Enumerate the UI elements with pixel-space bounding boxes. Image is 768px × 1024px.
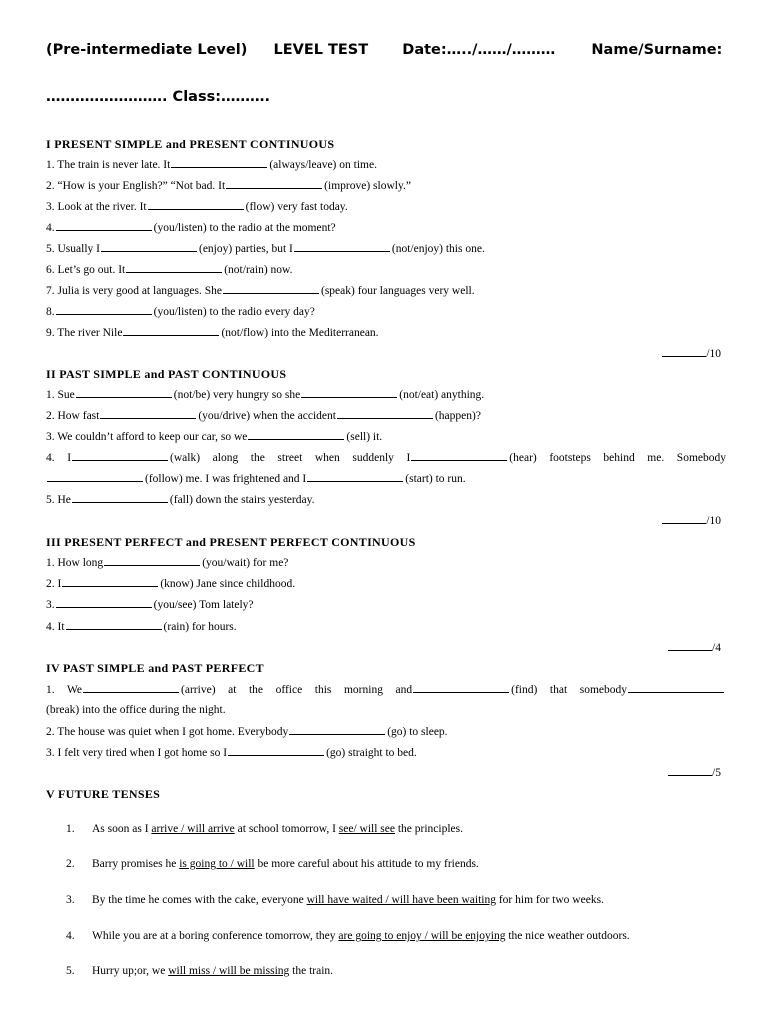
line-text: (fall) down the stairs yesterday. [169, 494, 315, 506]
line-text: 8. [46, 306, 55, 318]
answer-blank[interactable] [66, 620, 162, 630]
line-text: 3. [46, 599, 55, 611]
line-text: 2. How fast [46, 410, 100, 422]
line-text: the principles. [394, 823, 464, 835]
section-3-item [46, 577, 726, 590]
answer-blank[interactable] [62, 577, 158, 587]
worksheet-header [46, 42, 722, 58]
section-1-item [46, 326, 726, 339]
line-text: (happen)? [434, 410, 481, 422]
section-5-item [66, 965, 333, 977]
answer-blank[interactable] [83, 683, 179, 693]
answer-blank[interactable] [226, 179, 322, 189]
line-text: (enjoy) parties, but I [198, 243, 293, 255]
section-1-item [46, 284, 726, 297]
answer-blank[interactable] [289, 725, 385, 735]
answer-blank[interactable] [72, 493, 168, 503]
line-text: the train. [289, 965, 334, 977]
answer-blank[interactable] [104, 556, 200, 566]
answer-blank[interactable] [337, 409, 433, 419]
section-1-item [46, 242, 726, 255]
section-2-item [46, 388, 726, 401]
section-3-item [46, 598, 726, 611]
section-2-item [46, 472, 726, 485]
line-text: 1. The train is never late. It [46, 159, 171, 171]
line-text: (speak) four languages very well. [320, 285, 475, 297]
choice-option[interactable]: are going to enjoy / will be enjoying [338, 930, 506, 942]
item-number: 3. [66, 894, 75, 906]
section-4-item [46, 704, 726, 716]
line-text: be more careful about his attitude to my friends. [254, 858, 479, 870]
answer-blank[interactable] [47, 472, 143, 482]
line-text: (not/rain) now. [224, 264, 293, 276]
line-text: Barry promises he [92, 858, 180, 870]
line-text: (start) to run. [405, 473, 466, 485]
section-2-item [46, 409, 726, 422]
line-text: 1. Sue [46, 389, 75, 401]
answer-blank[interactable] [228, 746, 324, 756]
name-surname-label: Name/Surname: [591, 42, 723, 58]
line-text: 3. Look at the river. It [46, 201, 147, 213]
line-text: (find) that somebody [511, 684, 627, 696]
line-text: (you/wait) for me? [202, 557, 289, 569]
line-text: (break) into the office during the night. [46, 704, 226, 716]
section-2-score: /10 [662, 514, 721, 527]
item-number: 5. [66, 965, 75, 977]
choice-option[interactable]: will have waited / will have been waiting [306, 894, 496, 906]
line-text: 1. We [46, 684, 83, 696]
section-2-title: II PAST SIMPLE and PAST CONTINUOUS [46, 367, 287, 381]
section-1-score: /10 [662, 347, 721, 360]
line-text: By the time he comes with the cake, everyone [92, 894, 307, 906]
section-4-item [46, 746, 726, 759]
section-3-item [46, 620, 726, 633]
line-text: (go) to sleep. [387, 726, 448, 738]
answer-blank[interactable] [100, 409, 196, 419]
section-4-title: IV PAST SIMPLE and PAST PERFECT [46, 661, 264, 675]
section-1-item [46, 158, 726, 171]
section-5-item [66, 930, 630, 942]
line-text: 3. I felt very tired when I got home so I [46, 747, 228, 759]
line-text: at school tomorrow, I [234, 823, 339, 835]
line-text: 2. I [46, 578, 62, 590]
class-line: ……………………. Class:………. [46, 89, 271, 105]
section-3-title: III PRESENT PERFECT and PRESENT PERFECT CONTINUOUS [46, 535, 416, 549]
section-2-item [46, 430, 726, 443]
line-text: (you/see) Tom lately? [153, 599, 254, 611]
answer-blank[interactable] [248, 430, 344, 440]
line-text: Hurry up;or, we [92, 965, 169, 977]
line-text: the nice weather outdoors. [505, 930, 630, 942]
section-4-score: /5 [668, 766, 721, 779]
line-text: 4. It [46, 621, 65, 633]
answer-blank[interactable] [148, 200, 244, 210]
line-text: (rain) for hours. [163, 621, 237, 633]
line-text: (always/leave) on time. [269, 159, 377, 171]
line-text: 2. The house was quiet when I got home. Everybody [46, 726, 289, 738]
answer-blank[interactable] [411, 451, 507, 461]
line-text: 7. Julia is very good at languages. She [46, 285, 222, 297]
section-4-item [46, 683, 726, 696]
section-1-item [46, 305, 726, 318]
section-4-item [46, 725, 726, 738]
choice-option[interactable]: arrive / will arrive [151, 823, 235, 835]
line-text: (not/eat) anything. [399, 389, 485, 401]
line-text: (sell) it. [346, 431, 383, 443]
line-text: (you/listen) to the radio at the moment? [153, 222, 336, 234]
line-text: (not/be) very hungry so she [173, 389, 301, 401]
line-text: for him for two weeks. [495, 894, 604, 906]
answer-blank[interactable] [123, 326, 219, 336]
line-text: 3. We couldn’t afford to keep our car, so we [46, 431, 248, 443]
line-text: (you/drive) when the accident [198, 410, 336, 422]
level-label: (Pre-intermediate Level) [46, 42, 248, 58]
answer-blank[interactable] [76, 388, 172, 398]
item-number: 4. [66, 930, 75, 942]
line-text: (arrive) at the office this morning and [181, 684, 413, 696]
section-5-item [66, 823, 463, 835]
line-text: 9. The river Nile [46, 327, 123, 339]
choice-option[interactable]: see/ will see [338, 823, 395, 835]
answer-blank[interactable] [301, 388, 397, 398]
section-3-score: /4 [668, 641, 721, 654]
line-text: (you/listen) to the radio every day? [153, 306, 315, 318]
section-5-title: V FUTURE TENSES [46, 787, 161, 801]
answer-blank[interactable] [294, 242, 390, 252]
line-text: 4. [46, 222, 55, 234]
line-text: (improve) slowly.” [324, 180, 411, 192]
answer-blank[interactable] [101, 242, 197, 252]
answer-blank[interactable] [56, 598, 152, 608]
line-text: (walk) along the street when suddenly I [170, 452, 411, 464]
line-text: (go) straight to bed. [326, 747, 417, 759]
answer-blank[interactable] [628, 683, 724, 693]
section-1-item [46, 263, 726, 276]
choice-option[interactable]: is going to / will [179, 858, 255, 870]
line-text: (follow) me. I was frightened and I [145, 473, 307, 485]
line-text: While you are at a boring conference tomorrow, they [92, 930, 339, 942]
answer-blank[interactable] [307, 472, 403, 482]
line-text: 5. He [46, 494, 71, 506]
choice-option[interactable]: will miss / will be missing [168, 965, 290, 977]
line-text: (not/flow) into the Mediterranean. [221, 327, 379, 339]
section-2-item [46, 451, 726, 464]
line-text: 6. Let’s go out. It [46, 264, 126, 276]
line-text: 2. “How is your English?” “Not bad. It [46, 180, 226, 192]
answer-blank[interactable] [56, 305, 152, 315]
answer-blank[interactable] [171, 158, 267, 168]
line-text: (know) Jane since childhood. [160, 578, 296, 590]
line-text: (flow) very fast today. [245, 201, 348, 213]
answer-blank[interactable] [413, 683, 509, 693]
answer-blank[interactable] [72, 451, 168, 461]
answer-blank[interactable] [126, 263, 222, 273]
item-number: 1. [66, 823, 75, 835]
section-1-item [46, 200, 726, 213]
section-1-title: I PRESENT SIMPLE and PRESENT CONTINUOUS [46, 137, 335, 151]
date-field: Date:…../……/……… [402, 42, 556, 58]
section-3-item [46, 556, 726, 569]
section-1-item [46, 179, 726, 192]
line-text: (hear) footsteps behind me. Somebody [509, 452, 726, 464]
test-title: LEVEL TEST [273, 42, 369, 58]
answer-blank[interactable] [223, 284, 319, 294]
section-2-item [46, 493, 726, 506]
section-1-item [46, 221, 726, 234]
line-text: As soon as I [92, 823, 152, 835]
line-text: 4. I [46, 452, 72, 464]
line-text: 1. How long [46, 557, 104, 569]
line-text: 5. Usually I [46, 243, 100, 255]
item-number: 2. [66, 858, 75, 870]
line-text: (not/enjoy) this one. [391, 243, 485, 255]
section-5-item [66, 894, 604, 906]
section-5-item [66, 858, 479, 870]
answer-blank[interactable] [56, 221, 152, 231]
